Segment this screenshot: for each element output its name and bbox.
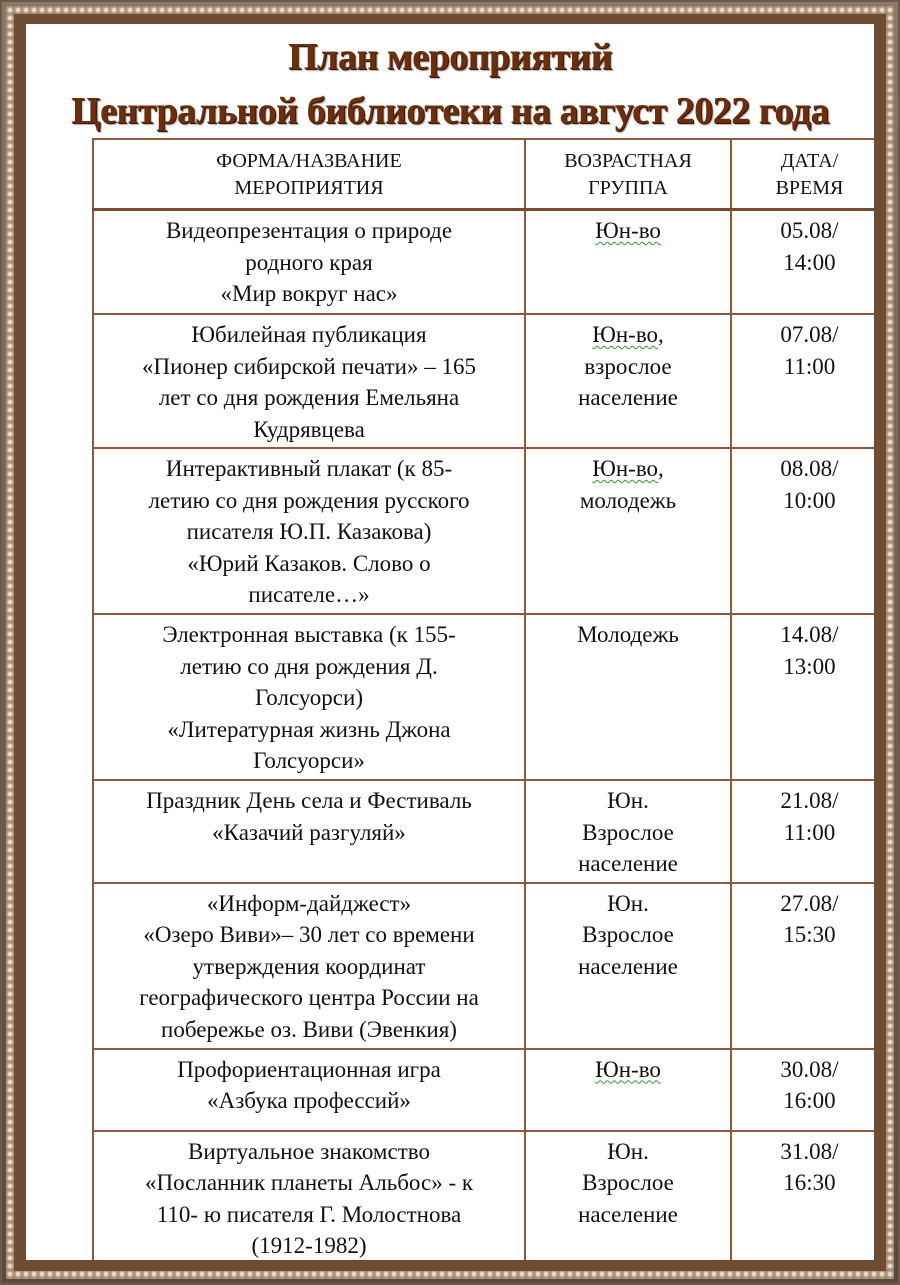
event-cell-line: летию со дня рождения русского — [148, 487, 470, 513]
table-row — [93, 1131, 874, 1261]
age-cell — [525, 883, 731, 1049]
header-date-line-1: ДАТА/ — [780, 150, 839, 172]
date-cell-line: 10:00 — [783, 487, 836, 513]
event-cell-line: лет со дня рождения Емельяна — [158, 385, 460, 410]
header-date-line-2: ВРЕМЯ — [775, 177, 844, 199]
age-cell — [525, 1049, 731, 1131]
date-cell — [731, 780, 874, 883]
event-cell-line: «Мир вокруг нас» — [220, 281, 398, 306]
age-cell-line: Юн-во — [595, 218, 661, 243]
age-cell-line: Взрослое — [582, 922, 674, 947]
table-row — [93, 780, 874, 883]
event-cell-line: Голсуорси) — [255, 685, 363, 710]
title-line-1: План мероприятий — [287, 36, 613, 78]
event-cell-line: Юбилейная публикация — [191, 322, 427, 347]
table-row — [93, 883, 874, 1049]
event-cell-line: «Литературная жизнь Джона — [167, 716, 451, 742]
date-cell-line: 14.08/ — [780, 622, 839, 647]
event-cell-line: «Казачий разгуляй» — [212, 819, 406, 845]
event-cell-line: (1912-1982) — [251, 1233, 367, 1258]
age-cell-line: Взрослое — [582, 819, 674, 845]
date-cell-line: 27.08/ — [780, 890, 839, 916]
table-header-row — [93, 139, 874, 210]
event-cell-line: географического центра России на — [139, 985, 479, 1010]
event-cell-line: Профориентационная игра — [177, 1056, 441, 1082]
age-cell-line: Юн. — [607, 1138, 649, 1164]
events-table — [92, 138, 874, 1260]
age-cell — [525, 210, 731, 315]
date-cell-line: 11:00 — [783, 819, 836, 845]
document-page — [26, 24, 874, 1260]
date-cell-line: 05.08/ — [780, 218, 839, 243]
date-cell — [731, 1131, 874, 1261]
event-cell — [93, 210, 525, 315]
event-cell-line: «Озеро Виви»– 30 лет со времени — [143, 922, 475, 947]
table-row — [93, 614, 874, 780]
date-cell-line: 07.08/ — [780, 322, 839, 347]
table-row — [93, 314, 874, 448]
header-event — [93, 139, 525, 210]
date-cell-line: 11:00 — [783, 353, 836, 379]
age-cell-line: население — [578, 851, 678, 876]
event-cell-line: летию со дня рождения Д. — [180, 653, 438, 679]
header-event-line-2: МЕРОПРИЯТИЯ — [234, 177, 384, 199]
date-cell — [731, 314, 874, 448]
age-cell-line: молодежь — [579, 487, 677, 513]
date-cell-line: 16:30 — [783, 1170, 836, 1195]
event-cell-line: Голсуорси» — [253, 748, 365, 773]
event-cell-line: «Информ-дайджест» — [206, 890, 412, 916]
event-cell — [93, 1049, 525, 1131]
age-cell-line: население — [578, 953, 678, 979]
table-row — [93, 448, 874, 614]
event-cell-line: писателе…» — [248, 582, 370, 607]
event-cell-line: «Юрий Казаков. Слово о — [187, 550, 431, 576]
header-age-line-1: ВОЗРАСТНАЯ — [564, 150, 692, 172]
header-age — [525, 139, 731, 210]
event-cell-line: «Посланник планеты Альбос» - к — [144, 1170, 474, 1195]
date-cell-line: 08.08/ — [780, 456, 839, 481]
age-cell-line: Взрослое — [582, 1170, 674, 1195]
header-age-line-2: ГРУППА — [588, 177, 668, 199]
age-cell — [525, 314, 731, 448]
age-cell-line: население — [578, 385, 678, 410]
table-row — [93, 1049, 874, 1131]
event-cell-line: 110- ю писателя Г. Молостнова — [156, 1201, 462, 1227]
age-cell-line: Юн-во, — [592, 456, 664, 481]
event-cell — [93, 780, 525, 883]
date-cell-line: 21.08/ — [780, 788, 839, 813]
event-cell-line: Интерактивный плакат (к 85- — [165, 456, 453, 481]
date-cell — [731, 210, 874, 315]
age-cell — [525, 448, 731, 614]
date-cell — [731, 448, 874, 614]
header-date — [731, 139, 874, 210]
event-cell-line: Праздник День села и Фестиваль — [146, 788, 472, 813]
event-cell-line: «Пионер сибирской печати» – 165 — [142, 353, 476, 379]
event-cell-line: родного края — [245, 249, 373, 275]
age-cell-line: население — [578, 1201, 678, 1227]
age-cell — [525, 1131, 731, 1261]
table-row — [93, 210, 874, 315]
date-cell-line: 31.08/ — [780, 1138, 839, 1164]
date-cell — [731, 1049, 874, 1131]
age-cell — [525, 614, 731, 780]
event-cell-line: побережье оз. Виви (Эвенкия) — [161, 1016, 457, 1042]
age-cell-line: взрослое — [584, 353, 672, 379]
age-cell-line: Юн-во — [595, 1056, 661, 1082]
event-cell — [93, 883, 525, 1049]
event-cell-line: Кудрявцева — [253, 416, 365, 442]
event-cell-line: Электронная выставка (к 155- — [162, 622, 456, 647]
title-line-2: Центральной библиотеки на август 2022 года — [70, 90, 830, 132]
event-cell — [93, 1131, 525, 1261]
date-cell — [731, 614, 874, 780]
event-cell-line: утверждения координат — [192, 953, 426, 979]
date-cell-line: 16:00 — [783, 1088, 836, 1113]
event-cell-line: Видеопрезентация о природе — [165, 218, 453, 243]
event-cell — [93, 314, 525, 448]
date-cell-line: 14:00 — [783, 249, 836, 275]
age-cell-line: Молодежь — [577, 622, 679, 647]
age-cell — [525, 780, 731, 883]
event-cell-line: «Азбука профессий» — [207, 1088, 411, 1113]
age-cell-line: Юн. — [607, 890, 649, 916]
date-cell-line: 13:00 — [783, 653, 836, 679]
age-cell-line: Юн. — [607, 788, 649, 813]
event-cell — [93, 614, 525, 780]
date-cell-line: 15:30 — [783, 922, 836, 947]
date-cell — [731, 883, 874, 1049]
event-cell — [93, 448, 525, 614]
date-cell-line: 30.08/ — [780, 1056, 839, 1082]
age-cell-line: Юн-во, — [592, 322, 664, 347]
header-event-line-1: ФОРМА/НАЗВАНИЕ — [216, 150, 402, 172]
event-cell-line: Виртуальное знакомство — [188, 1138, 430, 1164]
event-cell-line: писателя Ю.П. Казакова) — [186, 519, 432, 544]
